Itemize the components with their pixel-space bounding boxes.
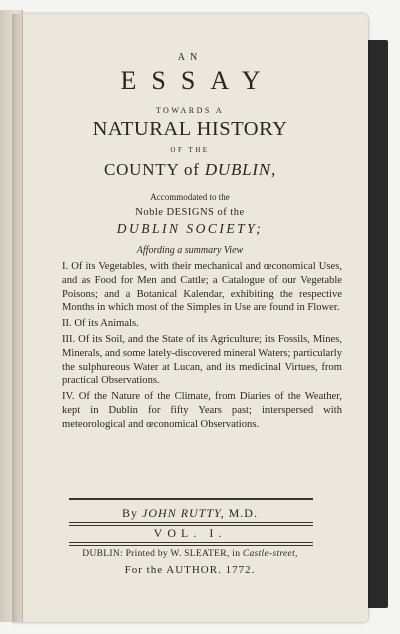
gutter-shadow	[12, 14, 22, 622]
title-page	[12, 14, 368, 622]
by-prefix: By	[122, 506, 143, 520]
accommodated-line: Accommodated to the	[150, 192, 230, 202]
affording-line: Affording a summary View	[136, 245, 244, 256]
divider-rule	[69, 498, 313, 500]
contents-list	[62, 260, 342, 434]
county-name: DUBLIN,	[204, 160, 277, 179]
noble-designs-line: Noble DESIGNS of the	[135, 207, 245, 218]
divider-rule	[69, 542, 313, 546]
title-an: AN	[177, 52, 203, 63]
title-natural-history: NATURAL HISTORY	[92, 118, 288, 140]
contents-item: I. Of its Vegetables, with their mechanical and œconomical Uses, and as Food for Men and Cattle; a Catalogue of our Vegetable Poisons; and a Botanical Kalendar, exhibiting the respective Months in which most of the Simples in Use are found in Flower.	[62, 261, 342, 314]
title-county	[12, 160, 368, 180]
society-line: DUBLIN SOCIETY;	[116, 221, 264, 236]
contents-item: II. Of its Animals.	[62, 318, 139, 330]
for-author-line: For the AUTHOR. 1772.	[124, 564, 256, 576]
imprint-place: DUBLIN	[82, 549, 120, 559]
author-line	[12, 506, 368, 521]
title-towards: TOWARDS A	[155, 106, 225, 115]
imprint-line	[12, 549, 368, 559]
title-of-the: OF THE	[170, 146, 210, 154]
contents-item: III. Of its Soil, and the State of its Agriculture; its Fossils, Mines, Minerals, and some lately-discovered mineral Waters; particularly the sulphureous Water at Lucan, and its medicinal Virtues, from practical Observations.	[62, 333, 342, 387]
author-degree: M.D.	[224, 506, 258, 520]
county-prefix: COUNTY of	[103, 160, 205, 179]
author-name: JOHN RUTTY,	[142, 506, 225, 520]
volume-line: VOL. I.	[153, 526, 227, 540]
imprint-printer: : Printed by W. SLEATER, in	[119, 549, 243, 559]
imprint-street: Castle-street,	[242, 549, 298, 559]
title-essay: ESSAY	[120, 66, 276, 95]
contents-item: IV. Of the Nature of the Climate, from Diaries of the Weather, kept in Dublin for fifty Years past; interspersed with meteorological and œconomical Observations.	[62, 391, 342, 430]
